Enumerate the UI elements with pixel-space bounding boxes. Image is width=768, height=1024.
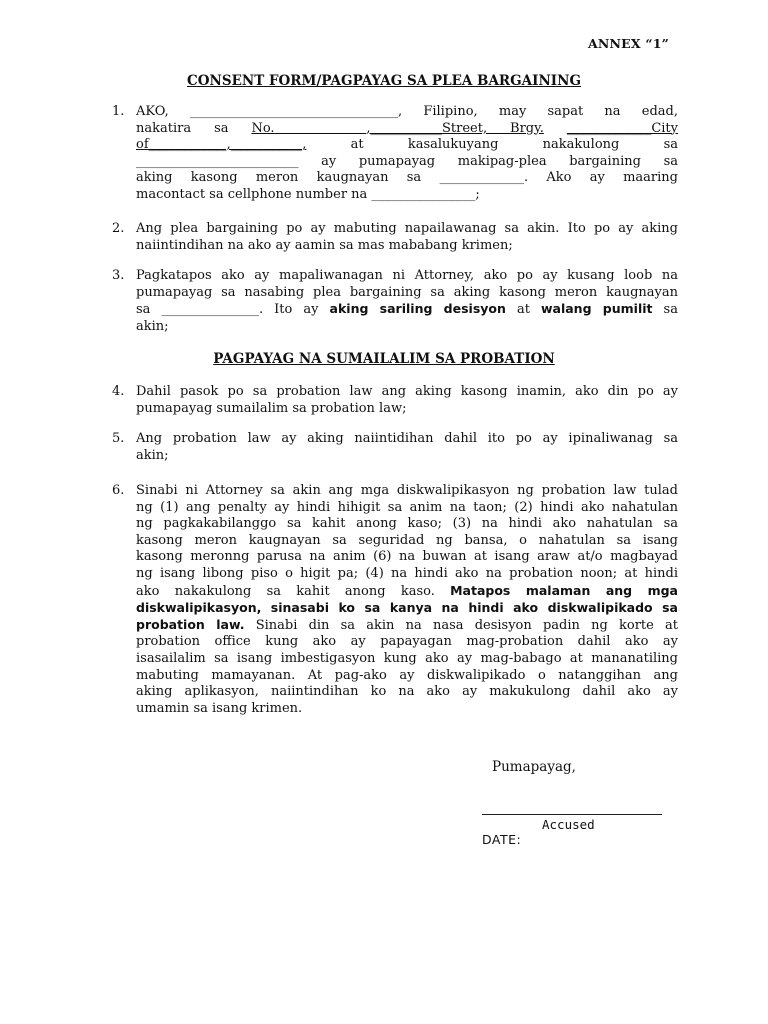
item-text [136,384,678,417]
bold-phrase: Matapos malaman ang mga [450,582,678,598]
list-item [112,483,678,717]
item-text [136,104,678,204]
signature-accused-label: Accused [542,817,595,832]
annex-label: ANNEX “1” [588,36,670,51]
form-title: CONSENT FORM/PAGPAYAG SA PLEA BARGAINING [186,73,581,89]
city-field: _____________City [566,120,678,136]
text-fragment: nakatira [136,120,192,136]
signature-date-label: DATE: [482,832,522,847]
text-line [136,137,678,154]
text-line: kasong meron kaugnayan sa seguridad ng bansa, o nahatulan sa isang [136,532,678,548]
item-number: 4. [112,384,125,399]
bold-phrase: walang pumilit [540,301,653,317]
item-number: 2. [112,221,125,236]
list-item [112,268,678,335]
text-line: mabuting mamayanan. At pag-ako ay diskwalipikado o natanggihan ang [136,667,678,683]
text-line: AKO, ________________________________, Filipino, may sapat na edad, [136,104,678,119]
text-line: aking kasong meron kaugnayan sa _____________. Ako ay maaring [136,170,678,186]
text-fragment: Sinabi din sa akin na nasa desisyon padin ng korte at [255,617,679,633]
list-item [112,221,678,254]
item-number: 1. [112,104,125,119]
bold-phrase: probation law. [136,616,245,632]
text-line: aking aplikasyon, naiintindihan ko na ako ay makukulong dahil ako ay [136,684,678,700]
text-line: naiintindihan na ako ay aamin sa mas mababang krimen; [136,237,513,253]
text-line: pumapayag sumailalim sa probation law; [136,400,407,416]
text-line: ng pagkakabilanggo sa kahit anong kaso; (3) na hindi ako nahatulan sa [136,516,678,532]
address-no-field: No. , [251,120,371,136]
text-fragment: ako nakakulong sa kahit anong kaso. [136,583,435,599]
text-line: Sinabi ni Attorney sa akin ang mga diskwalipikasyon ng probation law tulad [136,483,678,498]
text-line: probation office kung ako ay papayagan mag-probation dahil ako ay [136,634,678,650]
text-line: ng (1) ang penalty ay hindi hihigit sa anim na taon; (2) hindi ako nahatulan [136,499,678,515]
text-fragment: kasalukuyang [407,137,499,153]
street-field: ___________Street, Brgy. [370,120,544,136]
text-fragment: nakakulong [542,137,620,153]
item-text [136,483,678,717]
text-line: macontact sa cellphone number na ________________; [136,186,480,202]
item-text [136,221,678,254]
signature-line [482,814,662,815]
text-fragment: sa [663,302,678,318]
item-text [136,268,678,335]
text-line: akin; [136,318,169,334]
item-text [136,431,678,464]
item-number: 3. [112,268,125,283]
text-line: Pagkatapos ako ay mapaliwanagan ni Attorney, ako po ay kusang loob na [136,268,678,283]
text-line: Ang plea bargaining po ay mabuting napailawanag sa akin. Ito po ay aking [136,221,678,236]
text-line [136,121,678,138]
bold-phrase: aking sariling desisyon [329,301,506,317]
list-item [112,104,678,204]
text-line [136,301,678,319]
text-line: isasailalim sa isang imbestigasyon kung ako ay mag-babago at mananatiling [136,650,678,666]
text-line: pumapayag sa nasabing plea bargaining sa aking kasong meron kaugnayan [136,284,678,300]
text-line: ng isang libong piso o higit pa; (4) na hindi ako na probation noon; at hindi [136,565,678,581]
text-line: akin; [136,447,169,463]
text-fragment: sa [663,137,678,153]
text-line: _________________________ ay pumapayag makipag-plea bargaining sa [136,153,678,169]
text-line: Dahil pasok po sa probation law ang aking kasong inamin, ako din po ay [136,384,678,399]
signature-pumapayag: Pumapayag, [492,759,576,775]
text-line [136,617,678,635]
text-fragment: at [516,302,530,318]
item-number: 6. [112,483,125,498]
text-line: Ang probation law ay aking naiintidihan dahil ito po ay ipinaliwanag sa [136,431,678,446]
list-item [112,384,678,417]
bold-line: diskwalipikasyon, sinasabi ko sa kanya na hindi ako diskwalipikado sa [136,600,678,616]
city-of-field: of____________,___________, [136,137,307,153]
item-number: 5. [112,431,125,446]
text-fragment: sa _______________. Ito ay [136,302,319,318]
text-fragment: sa [214,120,229,136]
text-fragment: at [350,137,364,153]
list-item [112,431,678,464]
text-line [136,583,678,601]
section-title: PAGPAYAG NA SUMAILALIM SA PROBATION [213,351,555,367]
text-line: kasong meronng parusa na anim (6) na buwan at isang araw at/o magbayad [136,549,678,565]
text-line: umamin sa isang krimen. [136,700,303,716]
